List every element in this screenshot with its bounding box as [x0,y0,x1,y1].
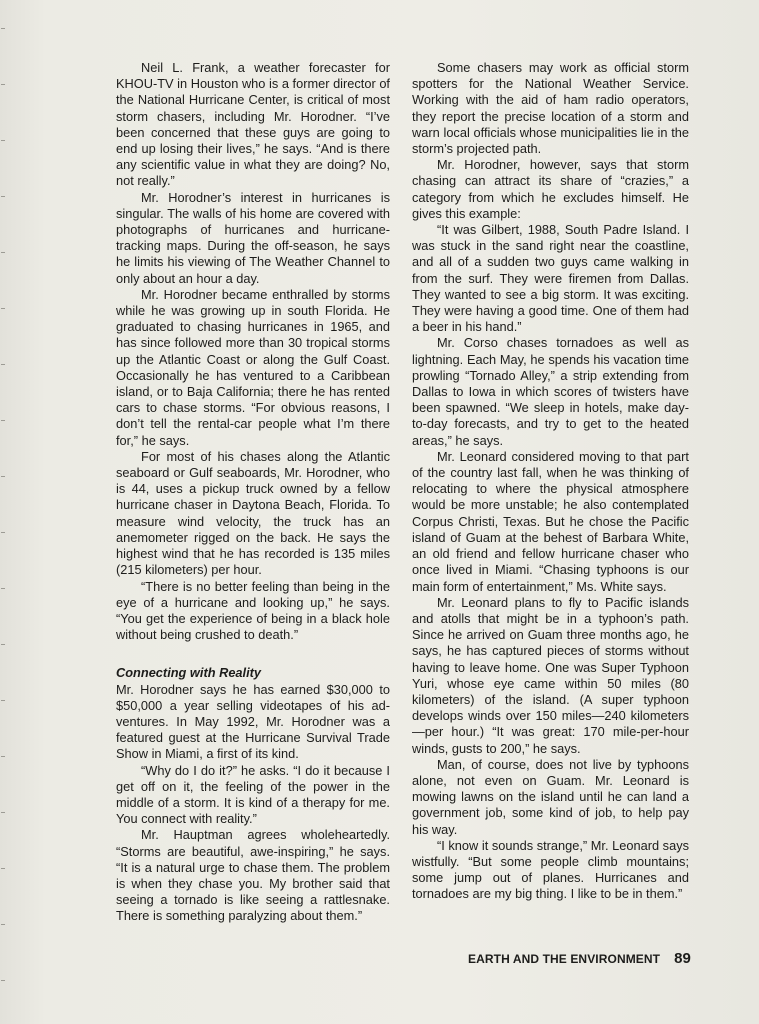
binding-mark [1,84,5,85]
paragraph: Mr. Leonard considered moving to that part of the country last fall, when he was thinking of relocating to where the physical atmosphere would be more unstable; he also contemplated Corpus Christi, Texas. But he chose the Pacific island of Guam at the behest of Barbara White, an old friend and fellow hurricane chaser who once lived in Miami. “Chasing typhoons is our main form of entertainment,” Ms. White says. [412,448,689,594]
paragraph: Mr. Leonard plans to fly to Pacific islands and atolls that might be in a typhoon’s path. Since he arrived on Guam three months ago, he says, he has captured pieces of storms without having to leave home. One was Super Typhoon Yuri, whose eye came within 50 miles (80 kilometers) of the island. (A super typhoon develops winds over 150 miles—240 kilometers—per hour.) “It was great: 170 mile-per-hour winds, gusts to 200,” he says. [412,594,689,756]
binding-mark [1,588,5,589]
binding-mark [1,756,5,757]
binding-mark [1,252,5,253]
paragraph: Man, of course, does not live by typhoons alone, not even on Guam. Mr. Leonard is mowing lawns on the island until he can land a government job, some kind of job, to help pay his way. [412,756,689,837]
section-subheading: Connecting with Reality [116,665,262,681]
paragraph: Mr. Hauptman agrees wholeheartedly. “Storms are beautiful, awe-inspiring,” he says. “It is a natural urge to chase them. The problem is when they chase you. My brother said that seeing a tornado is like seeing a rattlesnake. There is something paralyzing about them.” [116,827,390,924]
paragraph: “It was Gilbert, 1988, South Padre Island. I was stuck in the sand right near the coastline, and all of a sudden two guys came walking in from the surf. They were firemen from Dallas. They wanted to see a big storm. It was exciting. They were having a good time. One of them had a beer in his hand.” [412,222,689,335]
paragraph: Some chasers may work as official storm spotters for the National Weather Service. Working with the aid of ham radio operators, they report the precise location of a storm and warn local officials whose municipalities lie in the storm’s projected path. [412,60,689,157]
binding-mark [1,140,5,141]
binding-edge [0,0,8,1024]
footer-section-title: EARTH AND THE ENVIRONMENT [468,952,661,966]
left-column [116,60,390,925]
right-column [412,60,689,903]
binding-mark [1,700,5,701]
paragraph: “I know it sounds strange,” Mr. Leonard says wistfully. “But some people climb mountains; some jump out of planes. Hurricanes and tornadoes are my big thing. I like to be in them.” [412,837,689,902]
binding-mark [1,868,5,869]
paragraph: Mr. Horodner says he has earned $30,000 to $50,000 a year selling videotapes of his adventures. In May 1992, Mr. Horodner was a featured guest at the Hurricane Survival Trade Show in Miami, a first of its kind. [116,681,390,762]
page-footer [468,950,691,967]
paragraph: Neil L. Frank, a weather forecaster for KHOU-TV in Houston who is a former director of the National Hurricane Center, is critical of most storm chasers, including Mr. Horodner. “I’ve been concerned that these guys are going to end up losing their lives,” he says. “And is there any scientific value in what they are doing? No, not really.” [116,60,390,189]
binding-mark [1,644,5,645]
paragraph: Mr. Horodner, however, says that storm chasing can attract its share of “crazies,” a category from which he excludes himself. He gives this example: [412,157,689,221]
paragraph: Mr. Horodner’s interest in hurricanes is singular. The walls of his home are covered with photographs of hurricanes and hurricane-tracking maps. During the off-season, he says he limits his viewing of The Weather Channel to only about an hour a day. [116,189,390,286]
binding-mark [1,812,5,813]
binding-mark [1,476,5,477]
binding-mark [1,980,5,981]
paragraph: “Why do I do it?” he asks. “I do it because I get off on it, the feeling of the power in the middle of a storm. It is kind of a therapy for me. You connect with reality.” [116,762,390,827]
paragraph: Mr. Corso chases tornadoes as well as lightning. Each May, he spends his vacation time prowling “Tornado Alley,” a strip extending from Dallas to Iowa in which scores of twisters have been spawned. “We sleep in hotels, make day-to-day forecasts, and try to get to the heated areas,” he says. [412,335,689,448]
binding-mark [1,196,5,197]
page-number: 89 [674,950,691,967]
binding-mark [1,532,5,533]
binding-mark [1,308,5,309]
paragraph: “There is no better feeling than being in the eye of a hurricane and looking up,” he says. “You get the experience of being in a black hole without being crushed to death.” [116,578,390,643]
binding-mark [1,364,5,365]
binding-mark [1,420,5,421]
binding-mark [1,28,5,29]
binding-mark [1,924,5,925]
paragraph: Mr. Horodner became enthralled by storms while he was growing up in south Florida. He graduated to chasing hurricanes in 1965, and has since followed more than 30 tropical storms up the Atlantic Coast or along the Gulf Coast. Occasionally he has ventured to a Caribbean island, or to Baja California; there he has rented cars to chase storms. “For obvious reasons, I don’t tell the rental-car people what I’m there for,” he says. [116,286,390,448]
paragraph: For most of his chases along the Atlantic seaboard or Gulf seaboards, Mr. Horodner, who is 44, uses a pickup truck owned by a fellow hurricane chaser in Daytona Beach, Florida. To measure wind velocity, the truck has an anemometer rigged on the back. He says the highest wind that he has recorded is 135 miles (215 kilometers) per hour. [116,448,390,578]
